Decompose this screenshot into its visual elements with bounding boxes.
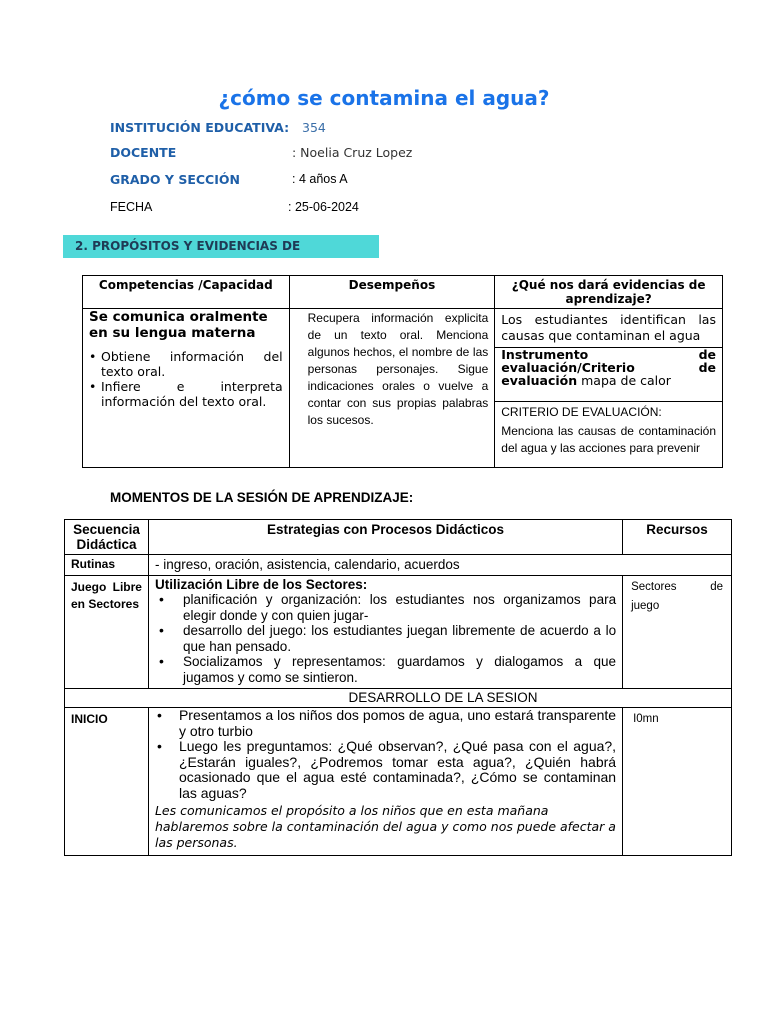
- juego-label-2: en Sectores: [71, 597, 140, 611]
- criterio-cell: [495, 402, 723, 468]
- instrumento-line-3: [495, 374, 722, 387]
- rutinas-label: Rutinas: [71, 557, 116, 571]
- desempeno-text: Recupera información explicita de un texto oral. Menciona algunos hechos, el nombre de las personas personajes. Sigue indicaciones orales o vuelve a contar con sus propias palabras los sucesos.: [307, 311, 489, 427]
- header-desempenos: Desempeños: [289, 276, 495, 309]
- instrumento-line-1: Instrumento de: [501, 347, 716, 362]
- fecha-label: FECHA: [110, 200, 153, 214]
- juego-recursos-cell: [623, 576, 732, 689]
- header-recursos: Recursos: [623, 520, 732, 555]
- inicio-list: [149, 708, 622, 801]
- purposes-table: [82, 275, 723, 468]
- moments-title: MOMENTOS DE LA SESIÓN DE APRENDIZAJE:: [110, 490, 414, 505]
- session-table: [64, 519, 732, 856]
- section-header-bar: 2. PROPÓSITOS Y EVIDENCIAS DE: [63, 235, 379, 258]
- inicio-content-cell: [148, 708, 622, 856]
- rutinas-label-cell: [65, 555, 149, 576]
- grado-label: GRADO Y SECCIÓN: [110, 172, 240, 187]
- rutinas-text-cell: [148, 555, 731, 576]
- instrumento-cell: [495, 348, 723, 402]
- docente-label: DOCENTE: [110, 145, 177, 160]
- instrumento-value: mapa de calor: [577, 373, 671, 388]
- inicio-label-cell: [65, 708, 149, 856]
- inicio-recursos: I0mn: [633, 713, 659, 725]
- juego-recursos-2: juego: [631, 600, 660, 612]
- header-estrategias: Estrategias con Procesos Didácticos: [148, 520, 622, 555]
- juego-content-cell: [148, 576, 622, 689]
- page-title: ¿cómo se contamina el agua?: [218, 86, 550, 110]
- header-evidencias: ¿Qué nos dará evidencias de aprendizaje?: [495, 276, 723, 309]
- juego-list: [149, 592, 622, 685]
- instrumento-bold: evaluación: [501, 373, 578, 388]
- juego-recursos-1: Sectores de: [631, 581, 723, 593]
- inicio-label: INICIO: [71, 712, 108, 726]
- docente-value: : Noelia Cruz Lopez: [292, 145, 413, 160]
- list-item: • Obtiene información del texto oral.: [101, 349, 283, 379]
- competencia-cell: [83, 309, 290, 468]
- list-item: • Infiere e interpreta información del texto oral.: [101, 379, 283, 409]
- juego-title: Utilización Libre de los Sectores:: [154, 577, 368, 592]
- capacidades-list: [83, 349, 289, 409]
- institucion-label: INSTITUCIÓN EDUCATIVA:: [110, 120, 290, 135]
- criterio-text: Menciona las causas de contaminación del agua y las acciones para prevenir: [501, 424, 716, 455]
- header-secuencia: Secuencia Didáctica: [65, 520, 149, 555]
- evidencia-text: Los estudiantes identifican las causas que contaminan el agua: [501, 312, 716, 343]
- inicio-proposito: Les comunicamos el propósito a los niños que en esta mañana hablaremos sobre la contaminación del agua y como nos puede afectar a las personas.: [154, 803, 616, 850]
- instrumento-line-2: evaluación/Criterio de: [501, 360, 716, 375]
- juego-label-1: Juego Libre: [71, 580, 142, 594]
- header-competencias: Competencias /Capacidad: [83, 276, 290, 309]
- list-item: • Presentamos a los niños dos pomos de agua, uno estará transparente y otro turbio: [179, 708, 616, 739]
- list-item: • Socializamos y representamos: guardamos y dialogamos a que jugamos y como se sintieron.: [183, 654, 616, 685]
- desempeno-cell: [289, 309, 495, 468]
- evidencia-cell: [495, 309, 723, 348]
- grado-value: : 4 años A: [292, 172, 348, 186]
- list-item: • Luego les preguntamos: ¿Qué observan?, ¿Qué pasa con el agua?, ¿Estarán iguales?, ¿Podremos tomar esta agua?, ¿Quién habrá ocasionado que el agua esté contaminada?, ¿Cómo se contaminan las aguas?: [179, 739, 616, 801]
- rutinas-text: - ingreso, oración, asistencia, calendario, acuerdos: [154, 557, 460, 572]
- list-item: • planificación y organización: los estudiantes nos organizamos para elegir donde y con quien jugar-: [183, 592, 616, 623]
- fecha-value: : 25-06-2024: [288, 200, 359, 214]
- list-item: • desarrollo del juego: los estudiantes juegan libremente de acuerdo a lo que han pensado.: [183, 623, 616, 654]
- desarrollo-label: DESARROLLO DE LA SESION: [348, 690, 538, 705]
- inicio-recursos-cell: [623, 708, 732, 856]
- desarrollo-row: [65, 689, 732, 708]
- competencia-title: Se comunica oralmente en su lengua materna: [89, 309, 268, 341]
- criterio-label: CRITERIO DE EVALUACIÓN:: [501, 405, 662, 419]
- institucion-value: 354: [302, 120, 326, 135]
- juego-label-cell: [65, 576, 149, 689]
